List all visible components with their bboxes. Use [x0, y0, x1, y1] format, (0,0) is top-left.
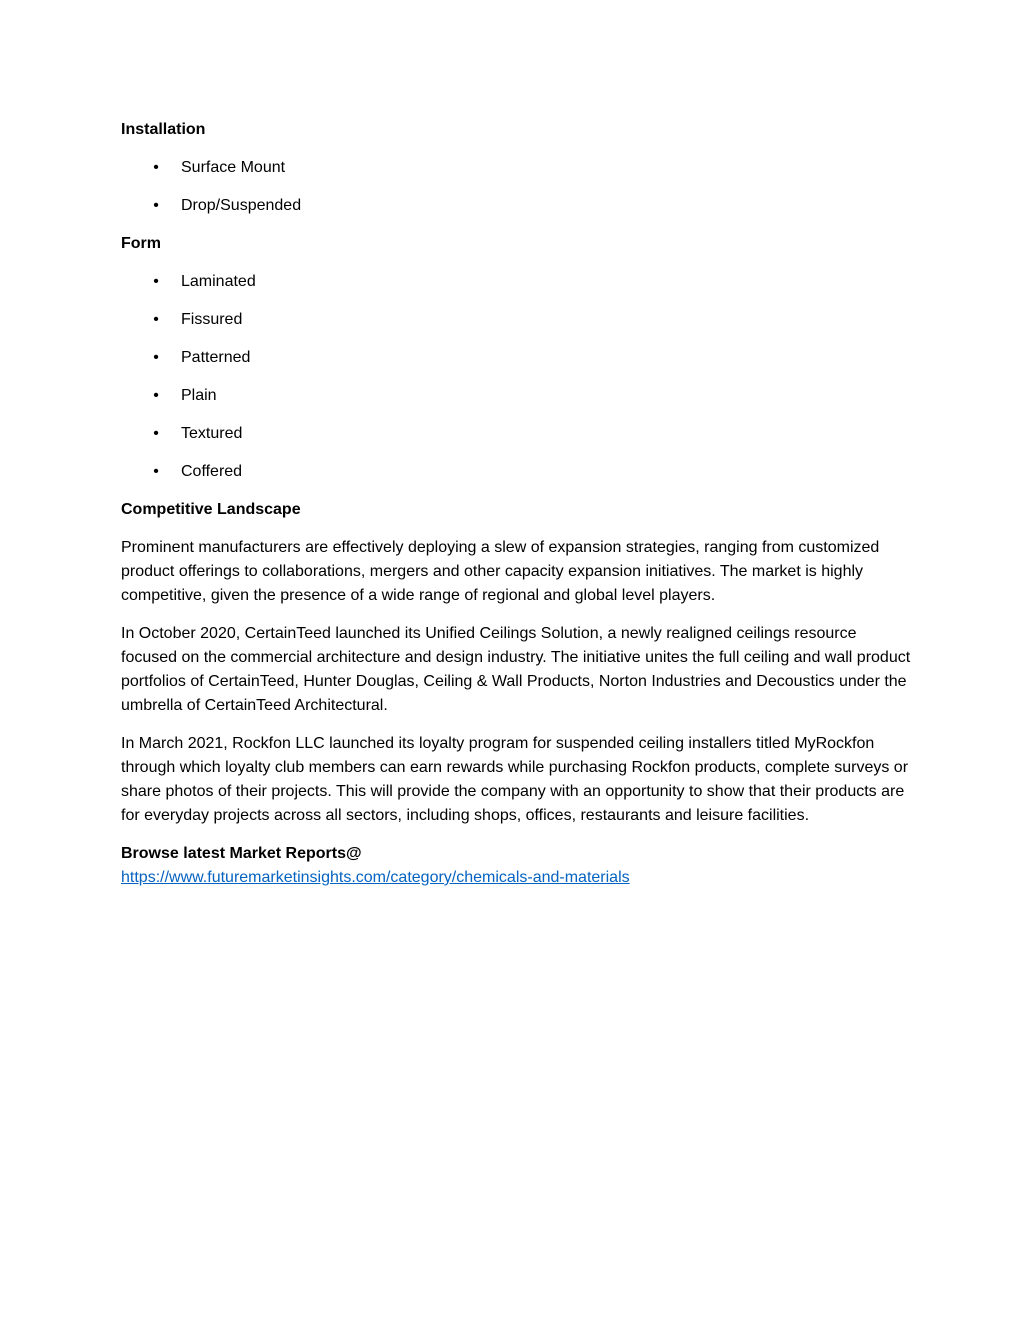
form-list	[121, 270, 911, 484]
installation-heading: Installation	[121, 121, 206, 138]
list-item	[121, 460, 911, 484]
list-item-label: Coffered	[181, 463, 243, 480]
bullet-icon: •	[153, 425, 159, 442]
list-item	[121, 346, 911, 370]
list-item-label: Laminated	[181, 273, 256, 290]
document-page	[121, 118, 911, 890]
list-item-label: Drop/Suspended	[181, 197, 302, 214]
list-item	[121, 156, 911, 180]
browse-label: Browse latest Market Reports@	[121, 845, 362, 862]
list-item-label: Fissured	[181, 311, 243, 328]
installation-list	[121, 156, 911, 218]
paragraph: Prominent manufacturers are effectively deploying a slew of expansion strategies, ranging from customized product offerings to collaborations, mergers and other capacity expansion initiatives. The market is highly competitive, given the presence of a wide range of regional and global level players.	[121, 539, 880, 604]
competitive-landscape-heading: Competitive Landscape	[121, 501, 301, 518]
bullet-icon: •	[153, 387, 159, 404]
bullet-icon: •	[153, 463, 159, 480]
list-item-label: Surface Mount	[181, 159, 286, 176]
bullet-icon: •	[153, 311, 159, 328]
browse-section	[121, 842, 911, 890]
list-item	[121, 308, 911, 332]
bullet-icon: •	[153, 273, 159, 290]
list-item	[121, 422, 911, 446]
list-item	[121, 384, 911, 408]
bullet-icon: •	[153, 197, 159, 214]
list-item-label: Patterned	[181, 349, 251, 366]
bullet-icon: •	[153, 159, 159, 176]
list-item-label: Plain	[181, 387, 217, 404]
bullet-icon: •	[153, 349, 159, 366]
list-item-label: Textured	[181, 425, 243, 442]
form-heading: Form	[121, 235, 161, 252]
list-item	[121, 270, 911, 294]
market-reports-link[interactable]: https://www.futuremarketinsights.com/category/chemicals-and-materials	[121, 869, 630, 886]
list-item	[121, 194, 911, 218]
paragraph: In March 2021, Rockfon LLC launched its loyalty program for suspended ceiling installers titled MyRockfon through which loyalty club members can earn rewards while purchasing Rockfon products, complete surveys or share photos of their projects. This will provide the company with an opportunity to show that their products are for everyday projects across all sectors, including shops, offices, restaurants and leisure facilities.	[121, 735, 909, 824]
paragraph: In October 2020, CertainTeed launched its Unified Ceilings Solution, a newly realigned ceilings resource focused on the commercial architecture and design industry. The initiative unites the full ceiling and wall product portfolios of CertainTeed, Hunter Douglas, Ceiling & Wall Products, Norton Industries and Decoustics under the umbrella of CertainTeed Architectural.	[121, 625, 911, 714]
